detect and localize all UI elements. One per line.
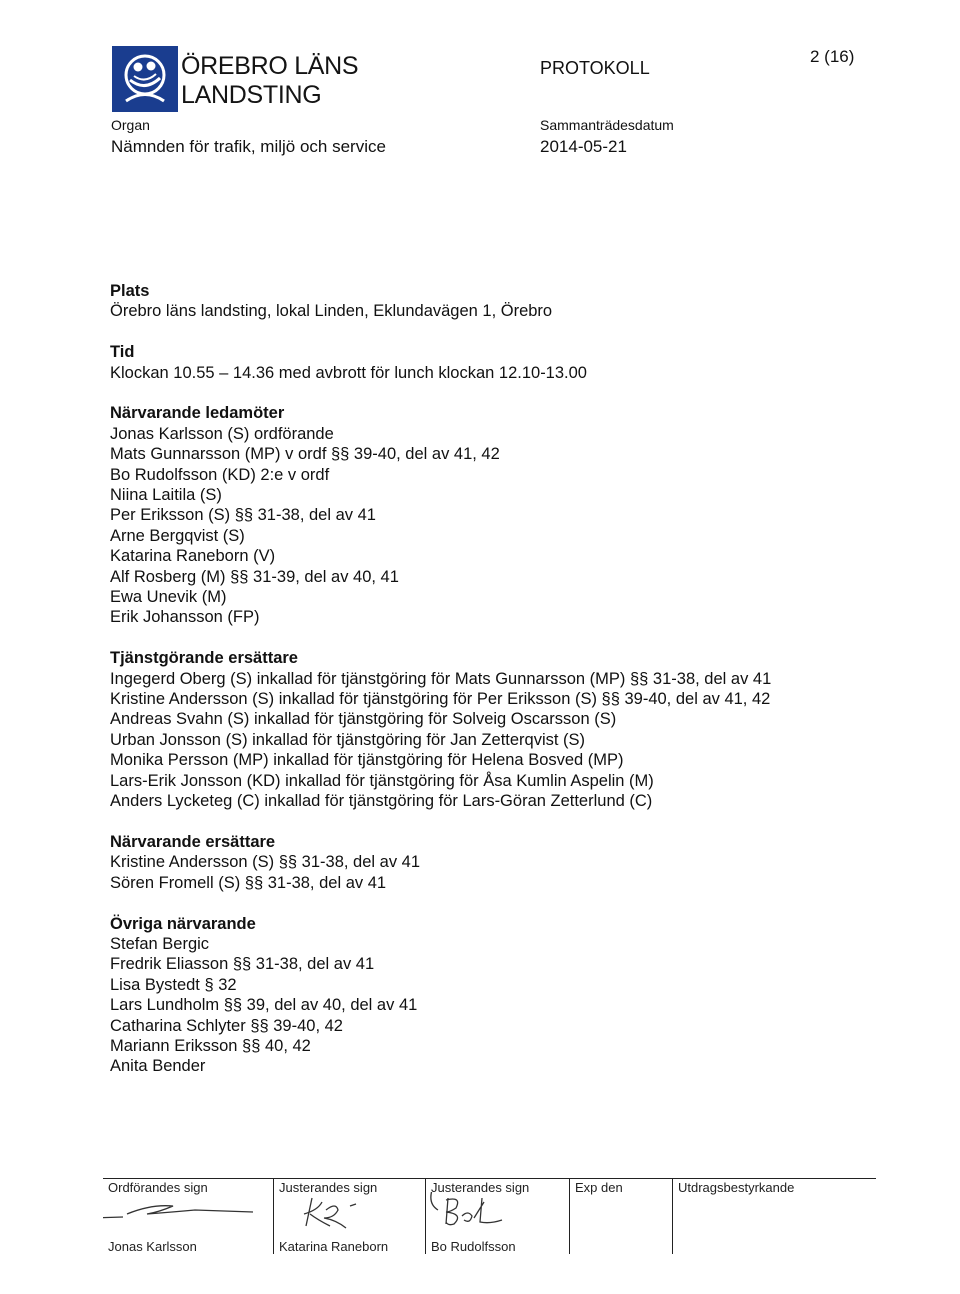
section-line: Stefan Bergic	[110, 934, 210, 953]
section-4	[110, 832, 870, 893]
adjuster1-signature-icon	[274, 1192, 426, 1234]
organ-value: Nämnden för trafik, miljö och service	[111, 137, 386, 156]
section-title: Närvarande ersättare	[110, 832, 276, 851]
page-number: 2 (16)	[810, 47, 855, 66]
section-title: Tid	[110, 343, 135, 362]
section-line: Mats Gunnarsson (MP) v ordf §§ 39-40, del av 41, 42	[110, 445, 500, 464]
section-line: Ingegerd Oberg (S) inkallad för tjänstgöring för Mats Gunnarsson (MP) §§ 31-38, del av 41	[110, 669, 772, 688]
org-name-line2: LANDSTING	[181, 81, 322, 109]
section-line: Lars Lundholm §§ 39, del av 40, del av 41	[110, 996, 418, 1015]
section-line: Monika Persson (MP) inkallad för tjänstgöring för Helena Bosved (MP)	[110, 751, 624, 770]
chairman-sign-label: Ordförandes sign	[108, 1180, 208, 1195]
exp-date-label: Exp den	[575, 1180, 623, 1195]
minutes-body	[110, 281, 870, 1097]
section-line: Katarina Raneborn (V)	[110, 547, 276, 566]
section-title: Närvarande ledamöter	[110, 404, 285, 423]
section-line: Bo Rudolfsson (KD) 2:e v ordf	[110, 465, 330, 484]
document-type: PROTOKOLL	[540, 58, 650, 78]
organization-name	[181, 52, 358, 110]
section-title: Övriga närvarande	[110, 914, 256, 933]
signature-table	[103, 1178, 876, 1254]
section-1	[110, 342, 870, 383]
section-line: Lars-Erik Jonsson (KD) inkallad för tjänstgöring för Åsa Kumlin Aspelin (M)	[110, 771, 654, 790]
section-line: Andreas Svahn (S) inkallad för tjänstgöring för Solveig Oscarsson (S)	[110, 710, 617, 729]
org-name-line1: ÖREBRO LÄNS	[181, 52, 359, 80]
meeting-date-value: 2014-05-21	[540, 137, 627, 156]
exp-date-cell	[570, 1178, 672, 1254]
section-line: Örebro läns landsting, lokal Linden, Eklundavägen 1, Örebro	[110, 302, 553, 321]
section-line: Kristine Andersson (S) inkallad för tjänstgöring för Per Eriksson (S) §§ 39-40, del av 41, 42	[110, 690, 771, 709]
section-line: Lisa Bystedt § 32	[110, 975, 237, 994]
section-line: Jonas Karlsson (S) ordförande	[110, 424, 334, 443]
section-0	[110, 281, 870, 322]
section-line: Klockan 10.55 – 14.36 med avbrott för lunch klockan 12.10-13.00	[110, 363, 587, 382]
county-council-logo-icon	[112, 46, 178, 112]
section-line: Anita Bender	[110, 1057, 206, 1076]
adjuster2-signature-icon	[426, 1192, 569, 1236]
section-line: Mariann Eriksson §§ 40, 42	[110, 1036, 311, 1055]
section-line: Per Eriksson (S) §§ 31-38, del av 41	[110, 506, 376, 525]
section-line: Urban Jonsson (S) inkallad för tjänstgöring för Jan Zetterqvist (S)	[110, 730, 586, 749]
section-3	[110, 648, 870, 811]
chairman-name: Jonas Karlsson	[108, 1239, 197, 1254]
section-line: Ewa Unevik (M)	[110, 588, 227, 607]
section-5	[110, 914, 870, 1077]
meeting-date-label: Sammanträdesdatum	[540, 117, 674, 133]
adjuster2-name: Bo Rudolfsson	[431, 1239, 516, 1254]
extract-certification-label: Utdragsbestyrkande	[678, 1180, 795, 1195]
chairman-signature-icon	[103, 1192, 273, 1232]
extract-certification-cell	[673, 1178, 876, 1254]
section-line: Alf Rosberg (M) §§ 31-39, del av 40, 41	[110, 567, 399, 586]
adjuster1-name: Katarina Raneborn	[279, 1239, 389, 1254]
section-title: Plats	[110, 282, 150, 300]
section-line: Arne Bergqvist (S)	[110, 526, 245, 545]
section-line: Fredrik Eliasson §§ 31-38, del av 41	[110, 955, 375, 974]
section-line: Sören Fromell (S) §§ 31-38, del av 41	[110, 873, 387, 892]
adjuster1-sign-label: Justerandes sign	[279, 1180, 378, 1195]
section-line: Erik Johansson (FP)	[110, 608, 260, 627]
section-line: Anders Lycketeg (C) inkallad för tjänstgöring för Lars-Göran Zetterlund (C)	[110, 792, 653, 811]
section-line: Niina Laitila (S)	[110, 486, 222, 505]
adjuster2-signature-cell	[426, 1178, 569, 1254]
chairman-signature-cell	[103, 1178, 273, 1254]
section-line: Catharina Schlyter §§ 39-40, 42	[110, 1016, 343, 1035]
section-line: Kristine Andersson (S) §§ 31-38, del av 41	[110, 853, 421, 872]
adjuster2-sign-label: Justerandes sign	[431, 1180, 530, 1195]
organ-label: Organ	[111, 117, 150, 133]
section-title: Tjänstgörande ersättare	[110, 649, 298, 668]
section-2	[110, 403, 870, 627]
adjuster1-signature-cell	[274, 1178, 426, 1254]
